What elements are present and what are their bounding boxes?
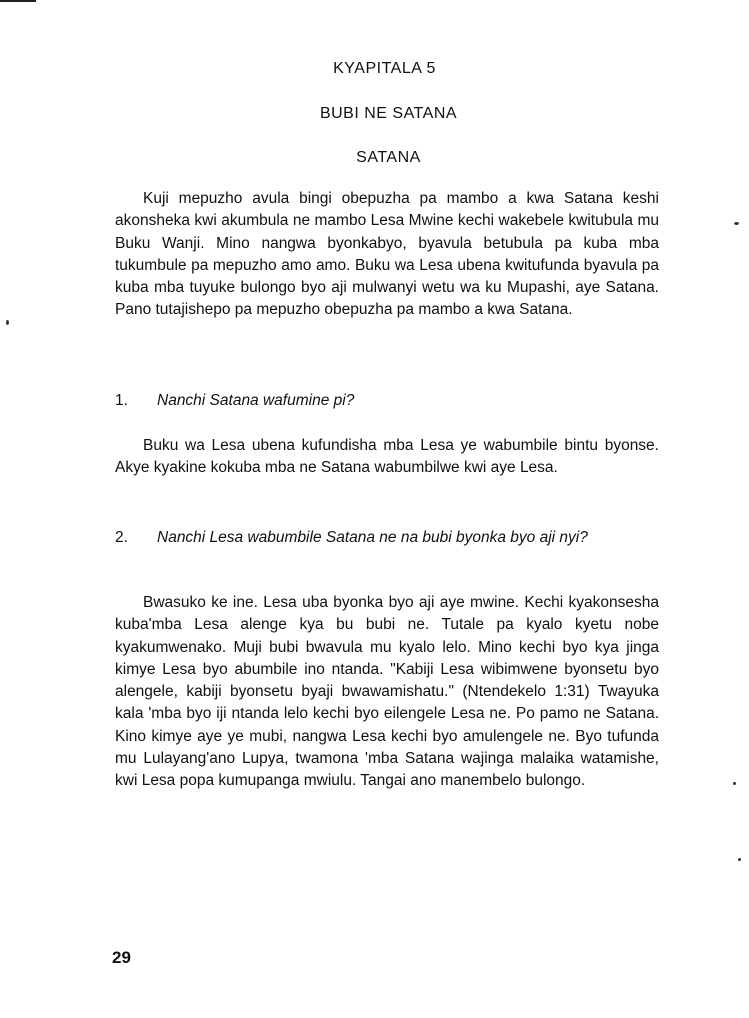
paragraph-answer-2: Bwasuko ke ine. Lesa uba byonka byo aji aye mwine. Kechi kyakonsesha kuba'mba Lesa alenge kya bu bubi ne. Tutale pa kyalo kyetu nobe kyakumwenako. Muji bubi bwavula mu kyalo lelo. Mino kechi byo kya jinga kimye Lesa byo abumbile ino ntanda. "Kabiji Lesa wibimwene byonsetu byo alengele, kabiji byonsetu byaji bwawamishatu." (Ntendekelo 1:31) Twayuka kala 'mba byo iji ntanda lelo kechi byo eilengele Lesa ne. Po pamo ne Satana. Kino kimye aye ye mubi, nangwa Lesa kechi byo amulengele ne. Byo tufunda mu Lulayang'ano Lupya, twamona 'mba Satana wajinga malaika watamishe, kwi Lesa popa kumupanga mwiulu. Tangai ano manembelo bulongo. bbox=[115, 594, 659, 790]
scan-speck bbox=[738, 858, 741, 861]
corner-mark bbox=[0, 0, 36, 2]
paragraph-answer-1: Buku wa Lesa ubena kufundisha mba Lesa ye wabumbile bintu byonse. Akye kyakine kokuba mba ne Satana wabumbilwe kwi aye Lesa. bbox=[115, 437, 659, 477]
question-text: Nanchi Satana wafumine pi? bbox=[157, 392, 355, 409]
chapter-title: BUBI NE SATANA bbox=[319, 105, 458, 122]
question-number: 2. bbox=[115, 529, 128, 546]
question-text: Nanchi Lesa wabumbile Satana ne na bubi byonka byo aji nyi? bbox=[157, 529, 588, 546]
paragraph-intro: Kuji mepuzho avula bingi obepuzha pa mambo a kwa Satana keshi akonsheka kwi akumbula ne mambo Lesa Mwine kechi wakebele kwitubula mu Buku Wanji. Mino nangwa byonkabyo, byavula betubula pa kuba mba tukumbule pa mepuzho amo amo. Buku wa Lesa ubena kwitufunda byavula pa kuba mba tuyuke bulongo byo aji mulwanyi wetu wa ku Mupashi, aye Satana. Pano tutajishepo pa mepuzho obepuzha pa mambo a kwa Satana. bbox=[115, 190, 659, 319]
question-number: 1. bbox=[115, 392, 128, 409]
scan-speck bbox=[734, 222, 739, 225]
chapter-heading: KYAPITALA 5 bbox=[333, 60, 436, 77]
page-number: 29 bbox=[112, 948, 131, 967]
scan-speck bbox=[733, 782, 736, 785]
scan-speck bbox=[6, 320, 9, 325]
section-heading: SATANA bbox=[356, 149, 421, 166]
